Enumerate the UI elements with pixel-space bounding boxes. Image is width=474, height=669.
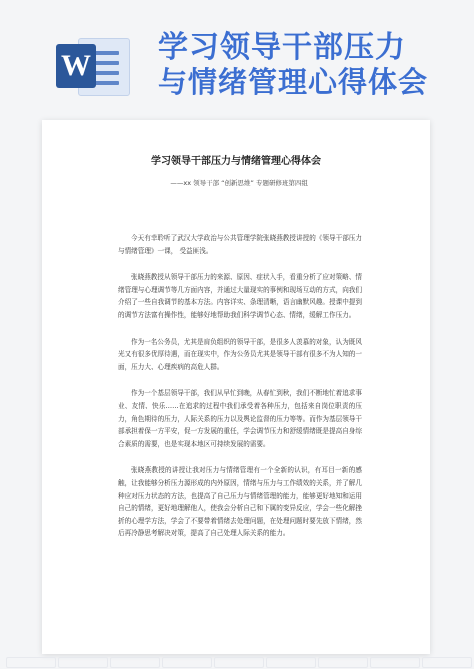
paragraph: 作为一个基层领导干部，我们从早忙到晚，从春忙到秋，我们不断地忙着追求事业、友情、快乐……在追求的过程中我们承受着各种压力，包括来自岗位职责的压力，角色期待的压力，人际关系的压力以及舆论监督的压力等等。而作为基层领导干部承担着保一方平安，促一方发展的重任，学会调节压力和舒缓情绪既是提高自身综合素质的需要，也是实现本地区可持续发展的需要。 (118, 389, 362, 448)
banner (0, 0, 474, 110)
paragraph: 作为一名公务员，尤其是肩负组织的领导干部，是很多人羡慕的对象，认为既风光又有很多优厚待遇，而在现实中，作为公务员尤其是领导干部有很多不为人知的一面，压力大、心理疾病的高危人群。 (118, 337, 362, 371)
document-title: 学习领导干部压力与情绪管理心得体会 (151, 156, 321, 167)
document-body (118, 232, 362, 554)
paragraph: 张晓燕教授的讲授让我对压力与情绪管理有一个全新的认识，有耳目一新的感触，让我能够分析压力源形成的内外原因，情绪与压力与工作绩效的关系，并了解几种应对压力状态的方法，也提高了自己压力与情绪管理的能力，能够更好地知和运用自己的情绪，更好地理解他人，使我会分析自己和下属的变异反应，学会一些化解挫折的心理学方法，学会了不要带着情绪去处理问题，在处理问题时要先放下情绪，然后再冷静思考解决对策，提高了自己处理人际关系的能力。 (118, 466, 362, 538)
watermark-tile (110, 657, 160, 668)
watermark-tile (422, 657, 472, 668)
word-document-icon (56, 32, 130, 94)
banner-title-line-1: 学习领导干部压力 (158, 30, 406, 65)
watermark-tile (370, 657, 420, 668)
watermark-tile (214, 657, 264, 668)
watermark-tile (318, 657, 368, 668)
paragraph: 张晓燕教授从领导干部压力的来源、原因、症状入手，看重分析了应对策略、情绪管理与心理调节等几方面内容，并通过大量现实的事例和现场互动的方式，向我们介绍了一些自我调节的基本方法。内容详实、条理清晰，语言幽默风趣。授课中提到的调节方法富有操作性，能够好地帮助我们科学调节心态、情绪，缓解工作压力。 (118, 273, 362, 319)
watermark-tile (6, 657, 56, 668)
paragraph: 今天有幸聆听了武汉大学政治与公共管理学院张晓燕教授讲授的《领导干部压力与情绪管理》一课， 受益匪浅。 (118, 234, 362, 255)
banner-title-line-2: 与情绪管理心得体会 (158, 65, 429, 99)
watermark-bar (0, 656, 474, 669)
watermark-tile (58, 657, 108, 668)
word-letter-badge: W (56, 44, 96, 88)
watermark-tile (266, 657, 316, 668)
watermark-tile (162, 657, 212, 668)
document-subtitle: ——xx 领导干部 “创新思维” 专题研修班第四组 (170, 179, 308, 187)
document-page (42, 120, 430, 654)
